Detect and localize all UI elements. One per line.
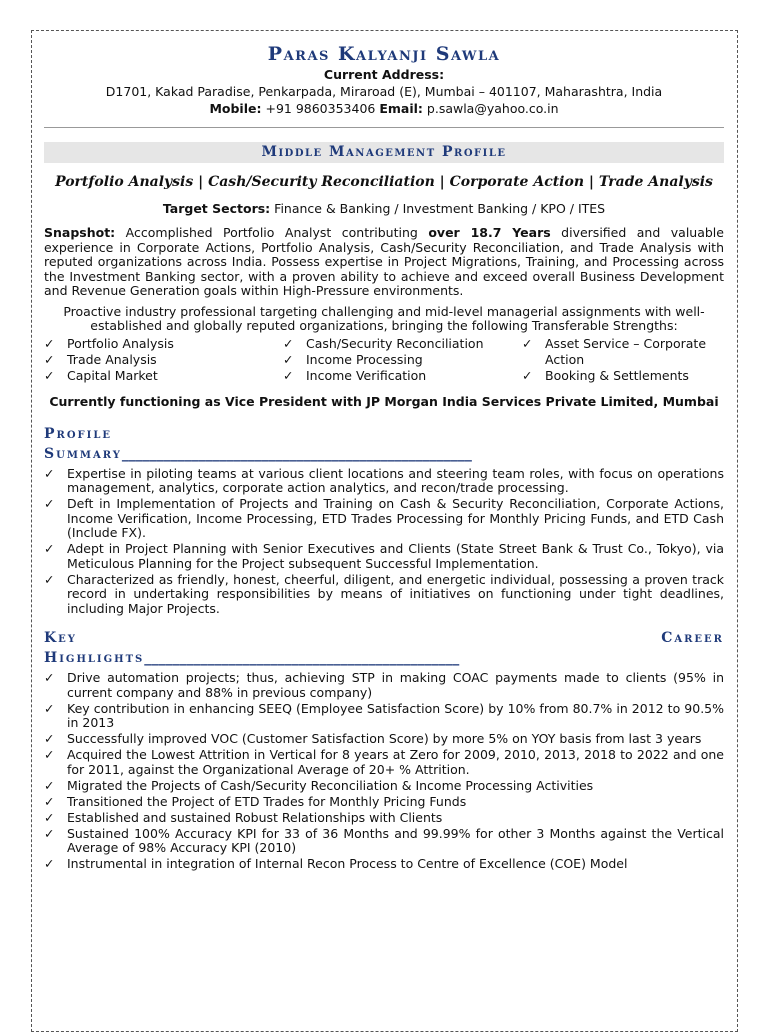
profile-band: Middle Management Profile <box>44 142 724 163</box>
email-address[interactable]: p.sawla@yahoo.co.in <box>426 101 559 116</box>
check-icon: ✓ <box>44 777 55 793</box>
list-item <box>44 811 724 826</box>
list-item <box>283 352 522 368</box>
snapshot-highlight: over 18.7 Years <box>428 225 551 240</box>
list-item <box>44 702 724 731</box>
career-highlights-heading <box>44 628 724 668</box>
profile-summary-heading-line2 <box>44 444 724 464</box>
check-icon: ✓ <box>283 351 294 367</box>
check-icon: ✓ <box>44 747 55 762</box>
resume-page <box>44 40 724 873</box>
check-icon: ✓ <box>44 465 55 481</box>
list-item <box>44 748 724 777</box>
check-icon: ✓ <box>44 335 55 351</box>
career-heading-2: Highlights <box>44 650 145 666</box>
list-item-text: Deft in Implementation of Projects and Training on Cash & Security Reconciliation, Corporate Actions, Income Verification, Income Processing, ETD Trades Processing for Monthly Pricing Funds, and ETD Cash (Include FX). <box>67 496 724 540</box>
list-item-text: Drive automation projects; thus, achieving STP in making COAC payments made to clients (95% in current company and 88% in previous company) <box>67 670 724 700</box>
profile-summary-heading-2: Summary <box>44 445 122 462</box>
strengths-col-3 <box>522 336 722 384</box>
list-item-text: Income Processing <box>306 351 423 367</box>
target-label: Target Sectors: <box>162 201 271 216</box>
check-icon: ✓ <box>44 793 55 809</box>
target-sectors <box>44 201 724 217</box>
snapshot-text-a: Accomplished Portfolio Analyst contributing <box>125 225 418 240</box>
check-icon: ✓ <box>522 367 533 383</box>
list-item-text: Successfully improved VOC (Customer Satisfaction Score) by more 5% on YOY basis from last 3 years <box>67 731 702 746</box>
address-label <box>44 66 724 83</box>
target-value: Finance & Banking / Investment Banking / KPO / ITES <box>274 201 606 216</box>
list-item <box>44 779 724 794</box>
address-label-text: Current Address: <box>323 67 445 82</box>
list-item-text: Sustained 100% Accuracy KPI for 33 of 36 Months and 99.99% for other 3 Months against the Vertical Average of 98% Accuracy KPI (2010) <box>67 825 724 855</box>
list-item <box>522 336 722 368</box>
list-item-text: Capital Market <box>67 367 158 383</box>
list-item <box>44 542 724 571</box>
profile-summary-underline: __________________________________________________ <box>121 445 472 462</box>
career-heading-line2 <box>44 648 724 668</box>
list-item <box>44 857 724 872</box>
profile-summary-heading <box>44 424 724 464</box>
list-item <box>44 352 283 368</box>
check-icon: ✓ <box>44 731 55 746</box>
list-item-text: Portfolio Analysis <box>67 335 174 351</box>
list-item-text: Transitioned the Project of ETD Trades for Monthly Pricing Funds <box>67 793 467 809</box>
list-item-text: Migrated the Projects of Cash/Security Reconciliation & Income Processing Activities <box>67 777 594 793</box>
list-item <box>283 336 522 352</box>
check-icon: ✓ <box>522 335 533 351</box>
career-heading-line1 <box>44 628 724 648</box>
check-icon: ✓ <box>44 367 55 383</box>
snapshot-label: Snapshot: <box>44 225 116 240</box>
header-divider <box>44 127 724 128</box>
list-item-text: Characterized as friendly, honest, cheerful, diligent, and energetic individual, possessing a proven track record in undertaking responsibilities by means of initiatives on functioning under tight deadlines, including Major Projects. <box>67 571 724 616</box>
check-icon: ✓ <box>44 541 55 556</box>
address-line: D1701, Kakad Paradise, Penkarpada, Miraroad (E), Mumbai – 401107, Maharashtra, India <box>105 84 663 99</box>
list-item-text: Booking & Settlements <box>545 367 689 383</box>
candidate-name: Paras Kalyanji Sawla <box>267 43 501 65</box>
strengths-col-2 <box>283 336 522 384</box>
career-heading-left: Key <box>44 630 77 646</box>
check-icon: ✓ <box>44 571 55 587</box>
snapshot-paragraph <box>44 226 724 299</box>
list-item-text: Key contribution in enhancing SEEQ (Employee Satisfaction Score) by 10% from 80.7% in 2012 to 90.5% in 2013 <box>67 700 724 730</box>
list-item-text: Expertise in piloting teams at various client locations and steering team roles, with focus on operations management, analytics, corporate action analytics, and recon/trade processing. <box>67 465 724 495</box>
check-icon: ✓ <box>44 496 55 511</box>
list-item <box>44 671 724 700</box>
current-role: Currently functioning as Vice President with JP Morgan India Services Private Limited, Mumbai <box>49 393 719 409</box>
check-icon: ✓ <box>44 856 55 871</box>
list-item <box>44 573 724 617</box>
list-item <box>44 732 724 747</box>
check-icon: ✓ <box>283 335 294 351</box>
list-item <box>44 368 283 384</box>
list-item <box>44 467 724 496</box>
check-icon: ✓ <box>44 351 55 367</box>
email-label: Email: <box>379 101 423 116</box>
check-icon: ✓ <box>44 809 55 825</box>
list-item <box>44 336 283 352</box>
check-icon: ✓ <box>283 367 294 383</box>
objective-paragraph: Proactive industry professional targeting challenging and mid-level managerial assignments with well-established and globally reputed organizations, bringing the following Transferable Strengths: <box>63 303 705 333</box>
profile-summary-list <box>44 467 724 617</box>
career-heading-underline: _____________________________________________ <box>144 650 460 666</box>
snapshot-text-b: diversified and valuable experience in Corporate Actions, Portfolio Analysis, Cash/Security Reconciliation, and Trade Analysis with reputed organizations across India. Possess expertise in Project Migrations, Training, and Processing across the Investment Banking sector, with a proven ability to achieve and exceed overall Business Development and Revenue Generation goals within High-Pressure environments. <box>44 225 724 298</box>
list-item-text: Instrumental in integration of Internal Recon Process to Centre of Excellence (COE) Model <box>67 856 628 871</box>
check-icon: ✓ <box>44 825 55 841</box>
mobile-label: Mobile: <box>209 101 262 116</box>
profile-summary-heading-1: Profile <box>44 425 112 442</box>
list-item-text: Asset Service – Corporate Action <box>545 335 707 367</box>
list-item-text: Established and sustained Robust Relationships with Clients <box>67 809 443 825</box>
list-item <box>44 497 724 541</box>
list-item-text: Adept in Project Planning with Senior Executives and Clients (State Street Bank & Trust Co., Tokyo), via Meticulous Planning for the Project subsequent Successful Implementation. <box>67 541 724 571</box>
list-item-text: Income Verification <box>306 367 427 383</box>
strengths-col-1 <box>44 336 283 384</box>
check-icon: ✓ <box>44 670 55 685</box>
contact-line <box>44 100 724 117</box>
career-highlights-list <box>44 671 724 872</box>
list-item <box>44 827 724 856</box>
mobile-number: +91 9860353406 <box>265 101 376 116</box>
list-item <box>283 368 522 384</box>
list-item-text: Cash/Security Reconciliation <box>306 335 484 351</box>
focus-areas: Portfolio Analysis | Cash/Security Reconciliation | Corporate Action | Trade Analysis <box>55 174 713 190</box>
career-heading-right: Career <box>661 630 724 646</box>
list-item-text: Acquired the Lowest Attrition in Vertical for 8 years at Zero for 2009, 2010, 2013, 2018 to 2022 and one for 2011, against the Organizational Average of 20+ % Attrition. <box>67 747 724 777</box>
strengths-grid <box>44 336 724 384</box>
list-item <box>44 795 724 810</box>
check-icon: ✓ <box>44 700 55 716</box>
list-item-text: Trade Analysis <box>67 351 157 367</box>
list-item <box>522 368 722 384</box>
